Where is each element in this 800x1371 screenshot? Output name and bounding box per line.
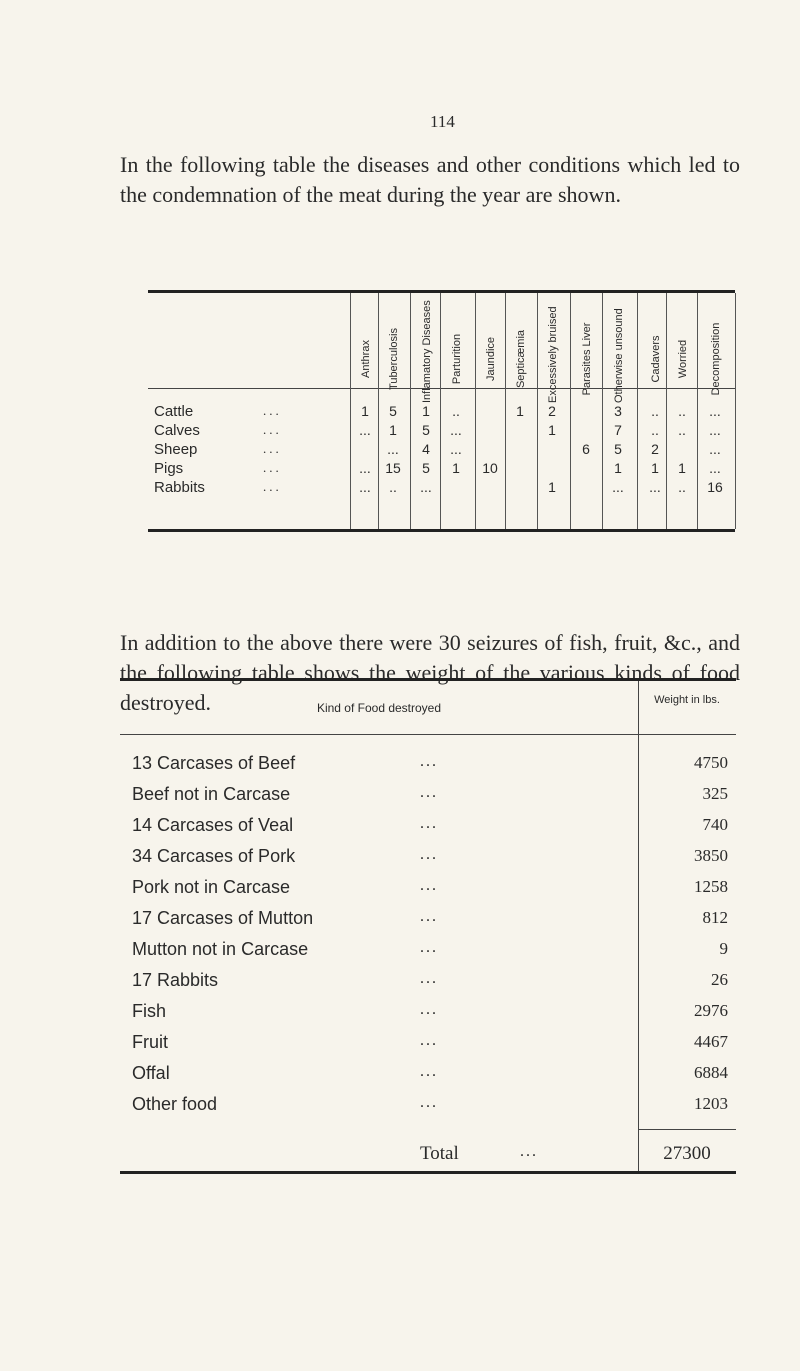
table-cell: 1 [548,479,556,495]
table-cell: 1 [614,460,622,476]
table-cell: ... [709,422,721,438]
table-cell: 2 [548,403,556,419]
table-cell: 5 [422,422,430,438]
table-cell: ... [649,479,661,495]
table-cell: ... [359,479,371,495]
intro-paragraph: In the following table the diseases and other conditions which led to the condemnation of the meat during the year are shown. [120,152,740,207]
table-cell: 1 [548,422,556,438]
row-label: Pigs [154,460,184,477]
table-cell: .. [651,422,659,438]
table-cell: .. [389,479,397,495]
column-rule [637,293,638,529]
food-item-name: 34 Carcases of Pork [132,846,296,866]
food-item-weight: 4467 [694,1032,728,1051]
leader-dots: ... [420,1063,438,1080]
row-label: Rabbits [154,479,205,496]
food-table [120,678,736,1174]
column-rule [697,293,698,529]
leader-dots: ... [420,877,438,894]
food-item-name: 13 Carcases of Beef [132,753,296,773]
table-cell: .. [678,422,686,438]
food-item-weight: 1258 [694,877,728,896]
food-item-weight: 26 [711,970,728,989]
table-cell: ... [612,479,624,495]
food-item-name: Pork not in Carcase [132,877,291,897]
total-rule [638,1129,736,1130]
leader-dots: ... [420,815,438,832]
leader-dots: ... [263,441,282,456]
table-cell: 10 [482,460,498,476]
food-item-weight: 4750 [694,753,728,772]
table-cell: 5 [389,403,397,419]
leader-dots: ... [420,753,438,770]
food-item-name: Other food [132,1094,218,1114]
page-number: 114 [430,112,455,131]
column-header: Otherwise unsound [613,308,625,403]
food-item-name: Mutton not in Carcase [132,939,309,959]
leader-dots: ... [420,970,438,987]
column-header: Decomposition [710,322,722,396]
table-cell: 5 [614,441,622,457]
table-cell: ... [387,441,399,457]
table-cell: 16 [707,479,723,495]
leader-dots: ... [263,460,282,475]
seizures-paragraph: In addition to the above there were 30 seizures of fish, fruit, &c., and the following table shows the weight of the various kinds of food destroyed. [120,630,740,715]
food-item-name: 17 Carcases of Mutton [132,908,314,928]
food-item-weight: 6884 [694,1063,728,1082]
food-item-weight: 3850 [694,846,728,865]
column-header: Worried [677,339,689,379]
column-header: Parasites Liver [581,322,593,396]
food-table-inner [120,681,736,1171]
table-cell: 5 [422,460,430,476]
table-cell: ... [709,460,721,476]
column-header: Inflamatory Diseases [421,300,433,403]
leader-dots: ... [420,1001,438,1018]
table-cell: 2 [651,441,659,457]
table-cell: 1 [651,460,659,476]
row-label: Cattle [154,403,194,420]
food-item-weight: 812 [702,908,728,927]
table-cell: 3 [614,403,622,419]
column-header: Cadavers [650,335,662,383]
food-item-weight: 2976 [694,1001,728,1020]
leader-dots: ... [420,846,438,863]
food-item-name: Fish [132,1001,167,1021]
leader-dots: ... [420,1032,438,1049]
leader-dots: ... [420,939,438,956]
table-cell: 1 [516,403,524,419]
leader-dots: ... [420,1094,438,1111]
column-header: Tuberculosis [388,328,400,390]
total-label: Total [420,1143,459,1164]
food-item-name: 14 Carcases of Veal [132,815,294,835]
leader-dots: ... [263,403,282,418]
table-cell: 7 [614,422,622,438]
food-item-name: Fruit [132,1032,168,1052]
table-cell: 15 [385,460,401,476]
table-cell: .. [678,479,686,495]
row-label: Sheep [154,441,198,458]
table-cell: .. [678,403,686,419]
table-cell: 1 [361,403,369,419]
header-kind: Kind of Food destroyed [316,701,442,715]
leader-dots: ... [263,422,282,437]
table-cell: 4 [422,441,430,457]
table-cell: 6 [582,441,590,457]
leader-dots: ... [263,479,282,494]
column-header: Jaundice [485,336,497,382]
table-cell: 1 [389,422,397,438]
column-rule [570,293,571,529]
table-cell: 1 [422,403,430,419]
table-cell: ... [450,441,462,457]
column-rule [735,293,736,529]
table-cell: ... [709,441,721,457]
food-item-name: Offal [132,1063,170,1083]
food-item-weight: 1203 [694,1094,728,1113]
column-rule [475,293,476,529]
food-item-name: Beef not in Carcase [132,784,291,804]
column-header: Parturition [451,333,463,385]
table-cell: .. [651,403,659,419]
disease-table [148,290,735,532]
table-cell: .. [452,403,460,419]
table-cell: 1 [452,460,460,476]
column-header: Anthrax [360,340,372,378]
food-item-name: 17 Rabbits [132,970,219,990]
food-item-weight: 740 [702,815,728,834]
table-cell: ... [450,422,462,438]
table-cell: ... [709,403,721,419]
table-cell: ... [359,460,371,476]
table-cell: ... [420,479,432,495]
column-header: Excessively bruised [547,306,559,403]
table-cell: 1 [678,460,686,476]
leader-dots: ... [420,784,438,801]
table-cell: ... [359,422,371,438]
food-item-weight: 325 [702,784,728,803]
header-weight: Weight in lbs. [654,694,720,706]
food-item-weight: 9 [719,939,728,958]
row-label: Calves [154,422,200,439]
leader-dots: ... [420,908,438,925]
header-rule [120,734,736,735]
header-rule [148,388,735,389]
total-value: 27300 [663,1143,711,1164]
column-header: Septicæmia [515,329,527,389]
total-leader-dots: ... [520,1143,538,1160]
